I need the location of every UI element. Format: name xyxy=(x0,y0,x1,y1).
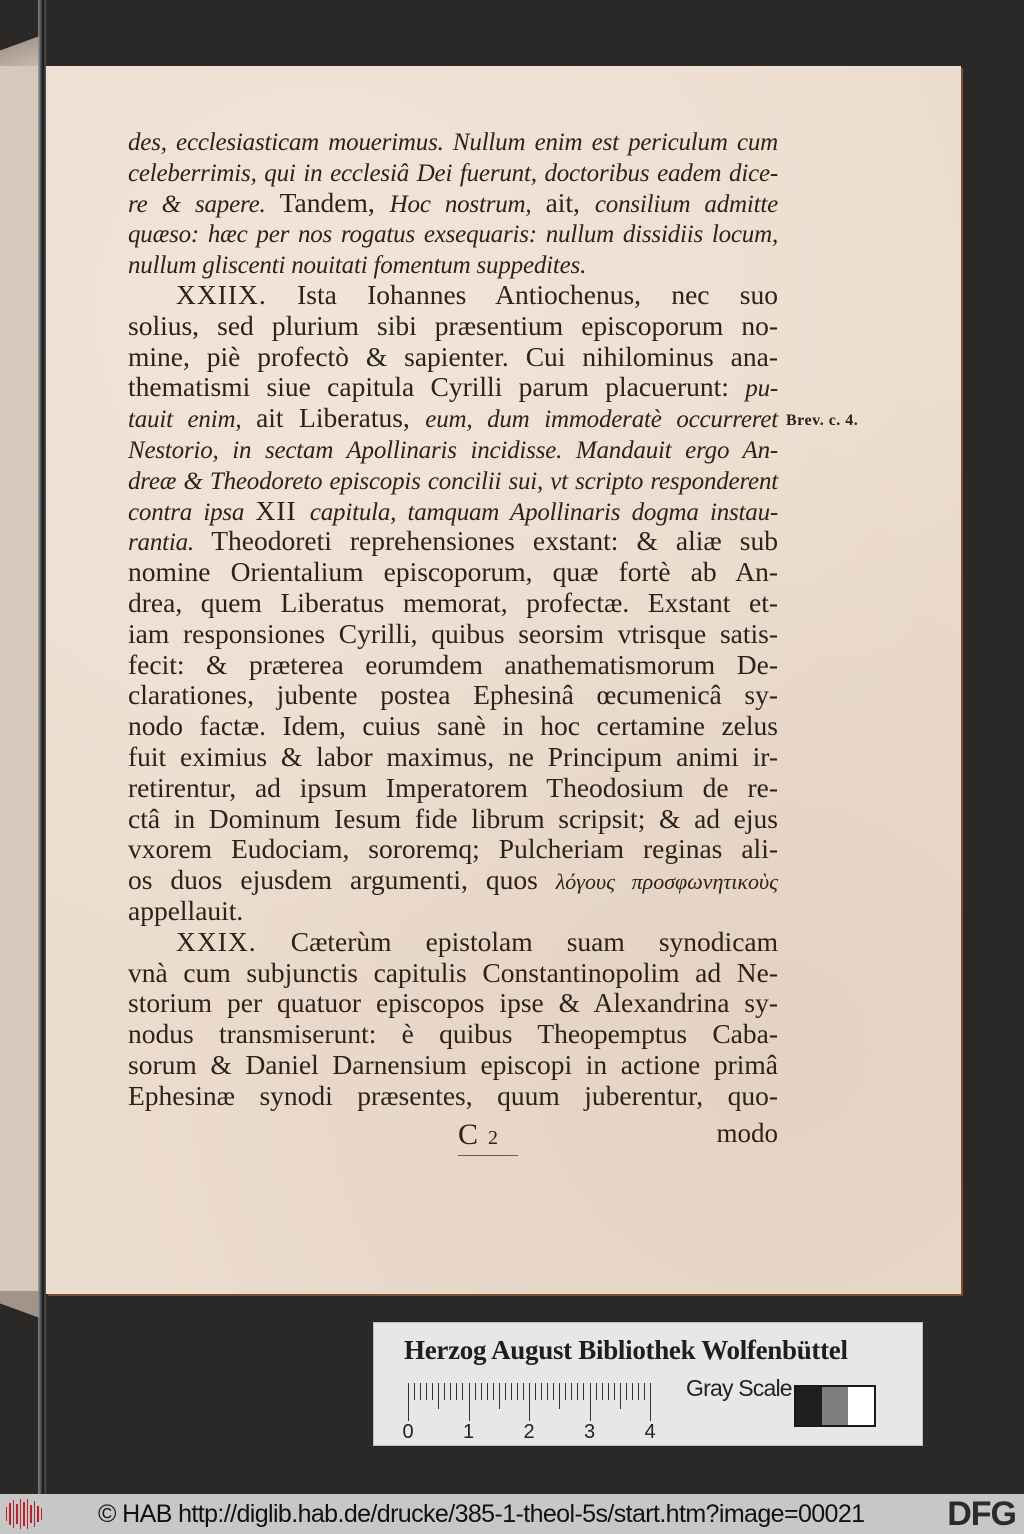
ruler-label: 2 xyxy=(523,1421,535,1443)
gray-swatch xyxy=(796,1387,822,1425)
text-segment: clarationes, jubente postea Ephesinâ œcumenicâ sy- xyxy=(128,679,778,711)
text-segment: Ista Iohannes Antiochenus, nec suo xyxy=(266,278,778,310)
facing-page-corner-bottom xyxy=(0,1291,40,1331)
section-number: XXIIX. xyxy=(176,278,267,310)
glass-plate-edge xyxy=(38,0,46,1494)
page-text xyxy=(128,126,778,1112)
ruler-tick xyxy=(608,1383,609,1400)
text-line xyxy=(128,742,778,773)
text-segment: Hoc nostrum, xyxy=(389,190,546,218)
ruler-label: 3 xyxy=(583,1421,596,1443)
ruler-tick xyxy=(462,1383,463,1400)
text-line xyxy=(128,557,778,588)
text-segment: storium per quatuor episcopos ipse & Alexandrina sy- xyxy=(128,987,778,1019)
signature-letter: C xyxy=(458,1118,479,1151)
ruler-tick xyxy=(493,1383,494,1400)
ruler-tick xyxy=(444,1383,445,1400)
text-line xyxy=(128,496,778,527)
text-segment: quæso: hæc per nos rogatus exsequaris: nullum dissidiis locum, xyxy=(128,221,778,249)
text-segment: eum, dum immoderatè occurreret xyxy=(425,406,778,434)
ruler-tick xyxy=(620,1383,621,1409)
ruler-tick xyxy=(571,1383,572,1400)
text-line xyxy=(128,280,778,311)
text-line xyxy=(128,188,778,219)
ruler-tick xyxy=(577,1383,578,1400)
text-line xyxy=(128,927,778,958)
text-segment: vnà cum subjunctis capitulis Constantinopolim ad Ne- xyxy=(128,956,778,988)
gray-swatch xyxy=(822,1387,848,1425)
text-line xyxy=(128,834,778,865)
facing-page-corner xyxy=(0,30,40,66)
text-line xyxy=(128,526,778,557)
text-line xyxy=(128,865,778,896)
section-number: XII xyxy=(255,494,310,526)
text-line xyxy=(128,126,778,157)
ruler-tick xyxy=(590,1383,591,1421)
text-line xyxy=(128,650,778,681)
text-line xyxy=(128,157,778,188)
gray-scale-label: Gray Scale xyxy=(686,1375,792,1401)
text-line xyxy=(128,896,778,927)
marginal-note: Brev. c. 4. xyxy=(786,412,859,429)
text-segment: nullum gliscenti nouitati fomentum suppedites. xyxy=(128,252,587,280)
ruler-tick xyxy=(596,1383,597,1400)
text-line xyxy=(128,434,778,465)
facing-page-edge xyxy=(0,66,40,1291)
text-segment: thematismi siue capitula Cyrilli parum placuerunt: xyxy=(128,371,746,403)
section-number: XXIX. xyxy=(176,925,257,957)
dfg-logo: DFG xyxy=(947,1495,1016,1533)
ruler-tick xyxy=(438,1383,439,1409)
text-line xyxy=(128,218,778,249)
ruler-tick xyxy=(450,1383,451,1400)
text-line xyxy=(128,372,778,403)
text-line xyxy=(128,342,778,373)
scan-reference-card xyxy=(373,1322,923,1446)
ruler-label: 4 xyxy=(644,1421,656,1443)
ruler-label: 1 xyxy=(462,1421,475,1443)
text-segment: iam responsiones Cyrilli, quibus seorsim vtrisque satis- xyxy=(128,617,778,649)
gray-swatch xyxy=(848,1387,874,1425)
ruler-tick xyxy=(456,1383,457,1400)
page-footer-line xyxy=(128,1118,778,1152)
text-segment: ctâ in Dominum Iesum fide librum scripsit; & ad ejus xyxy=(128,802,778,834)
text-segment: ait, xyxy=(545,186,595,218)
text-segment: celeberrimis, qui in ecclesiâ Dei fuerunt, doctoribus eadem dice- xyxy=(128,159,778,187)
ruler-tick xyxy=(414,1383,415,1400)
ruler-tick xyxy=(553,1383,554,1400)
ruler-tick xyxy=(475,1383,476,1400)
text-segment: capitula, tamquam Apollinaris dogma instau- xyxy=(309,498,778,526)
library-name: Herzog August Bibliothek Wolfenbüttel xyxy=(404,1335,848,1365)
ruler-tick xyxy=(565,1383,566,1400)
ruler-tick xyxy=(517,1383,518,1400)
text-segment: Cæterùm epistolam suam synodicam xyxy=(256,925,778,957)
ruler-tick xyxy=(638,1383,639,1400)
ruler-tick xyxy=(644,1383,645,1400)
text-segment: os duos ejusdem argumenti, quos xyxy=(128,864,556,896)
ruler-tick xyxy=(420,1383,421,1400)
text-segment: contra ipsa xyxy=(128,498,256,526)
signature-mark xyxy=(458,1118,498,1152)
text-line xyxy=(128,711,778,742)
text-line xyxy=(128,403,778,434)
text-segment: solius, sed plurium sibi præsentium episcoporum no- xyxy=(128,309,778,341)
ruler-tick xyxy=(541,1383,542,1400)
ruler-tick xyxy=(626,1383,627,1400)
text-segment: mine, piè profectò & sapienter. Cui nihilominus ana- xyxy=(128,340,778,372)
text-segment: rantia. xyxy=(128,529,212,557)
ruler-tick xyxy=(632,1383,633,1400)
text-segment: tauit enim, xyxy=(128,406,257,434)
text-segment: nodo factæ. Idem, cuius sanè in hoc certamine zelus xyxy=(128,710,778,742)
text-segment: consilium admitte xyxy=(594,190,778,218)
text-line xyxy=(128,1019,778,1050)
text-segment: Theodoreti reprehensiones exstant: & aliæ sub xyxy=(211,525,778,557)
hab-logo-icon xyxy=(6,1499,42,1529)
text-segment: re & sapere. xyxy=(128,190,280,218)
text-segment: Ephesinæ synodi præsentes, quum juberentur, quo- xyxy=(128,1079,778,1111)
text-segment: pu- xyxy=(745,375,778,403)
text-line xyxy=(128,311,778,342)
text-line xyxy=(128,958,778,989)
ruler-tick xyxy=(487,1383,488,1400)
text-segment: λόγους προσφωνητικοὺς xyxy=(555,869,778,895)
text-line xyxy=(128,988,778,1019)
text-segment: nodus transmiserunt: è quibus Theopemptus Caba- xyxy=(128,1018,778,1050)
ruler-tick xyxy=(547,1383,548,1400)
ruler-tick xyxy=(523,1383,524,1400)
text-line xyxy=(128,1081,778,1112)
copyright-url[interactable]: © HAB http://diglib.hab.de/drucke/385-1-theol-5s/start.htm?image=00021 xyxy=(98,1500,865,1528)
text-segment: appellauit. xyxy=(128,894,244,926)
ruler-tick xyxy=(511,1383,512,1400)
text-segment: sorum & Daniel Darnensium episcopi in actione primâ xyxy=(128,1048,778,1080)
text-segment: fecit: & præterea eorumdem anathematismorum De- xyxy=(128,648,778,680)
ruler-tick xyxy=(559,1383,560,1409)
text-segment: Nestorio, in sectam Apollinaris incidisse. Mandauit ergo An- xyxy=(128,436,778,464)
ruler-tick xyxy=(650,1383,651,1421)
ruler-tick xyxy=(583,1383,584,1400)
text-segment: drea, quem Liberatus memorat, profectæ. Exstant et- xyxy=(128,586,778,618)
text-segment: des, ecclesiasticam mouerimus. Nullum enim est periculum cum xyxy=(128,129,778,156)
ruler-tick xyxy=(505,1383,506,1400)
text-segment: nomine Orientalium episcoporum, quæ fortè ab An- xyxy=(128,556,778,588)
text-line xyxy=(128,773,778,804)
text-segment: vxorem Eudociam, sororemq; Pulcheriam reginas ali- xyxy=(128,833,778,865)
measurement-ruler xyxy=(402,1383,656,1443)
text-segment: ait Liberatus, xyxy=(256,402,426,434)
gray-scale-swatches xyxy=(794,1385,876,1427)
text-segment: fuit eximius & labor maximus, ne Principum animi ir- xyxy=(128,740,778,772)
catchword: modo xyxy=(716,1118,778,1148)
text-line xyxy=(128,804,778,835)
signature-number: 2 xyxy=(488,1127,499,1149)
ruler-tick xyxy=(481,1383,482,1400)
ruler-label: 0 xyxy=(402,1421,414,1443)
ruler-tick xyxy=(529,1383,530,1421)
text-segment: Tandem, xyxy=(279,186,390,218)
text-line xyxy=(128,588,778,619)
text-line xyxy=(128,619,778,650)
ruler-tick xyxy=(432,1383,433,1400)
ruler-tick xyxy=(426,1383,427,1400)
text-line xyxy=(128,680,778,711)
viewer-footer xyxy=(0,1494,1024,1534)
ruler-tick xyxy=(535,1383,536,1400)
text-segment: retirentur, ad ipsum Imperatorem Theodosium de re- xyxy=(128,771,778,803)
ruler-tick xyxy=(408,1383,409,1421)
text-line xyxy=(128,249,778,280)
ruler-tick xyxy=(499,1383,500,1409)
text-line xyxy=(128,465,778,496)
ruler-tick xyxy=(469,1383,470,1421)
text-segment: dreæ & Theodoreto episcopis concilii sui, vt scripto responderent xyxy=(128,467,778,495)
ruler-tick xyxy=(614,1383,615,1400)
text-line xyxy=(128,1050,778,1081)
ruler-tick xyxy=(602,1383,603,1400)
